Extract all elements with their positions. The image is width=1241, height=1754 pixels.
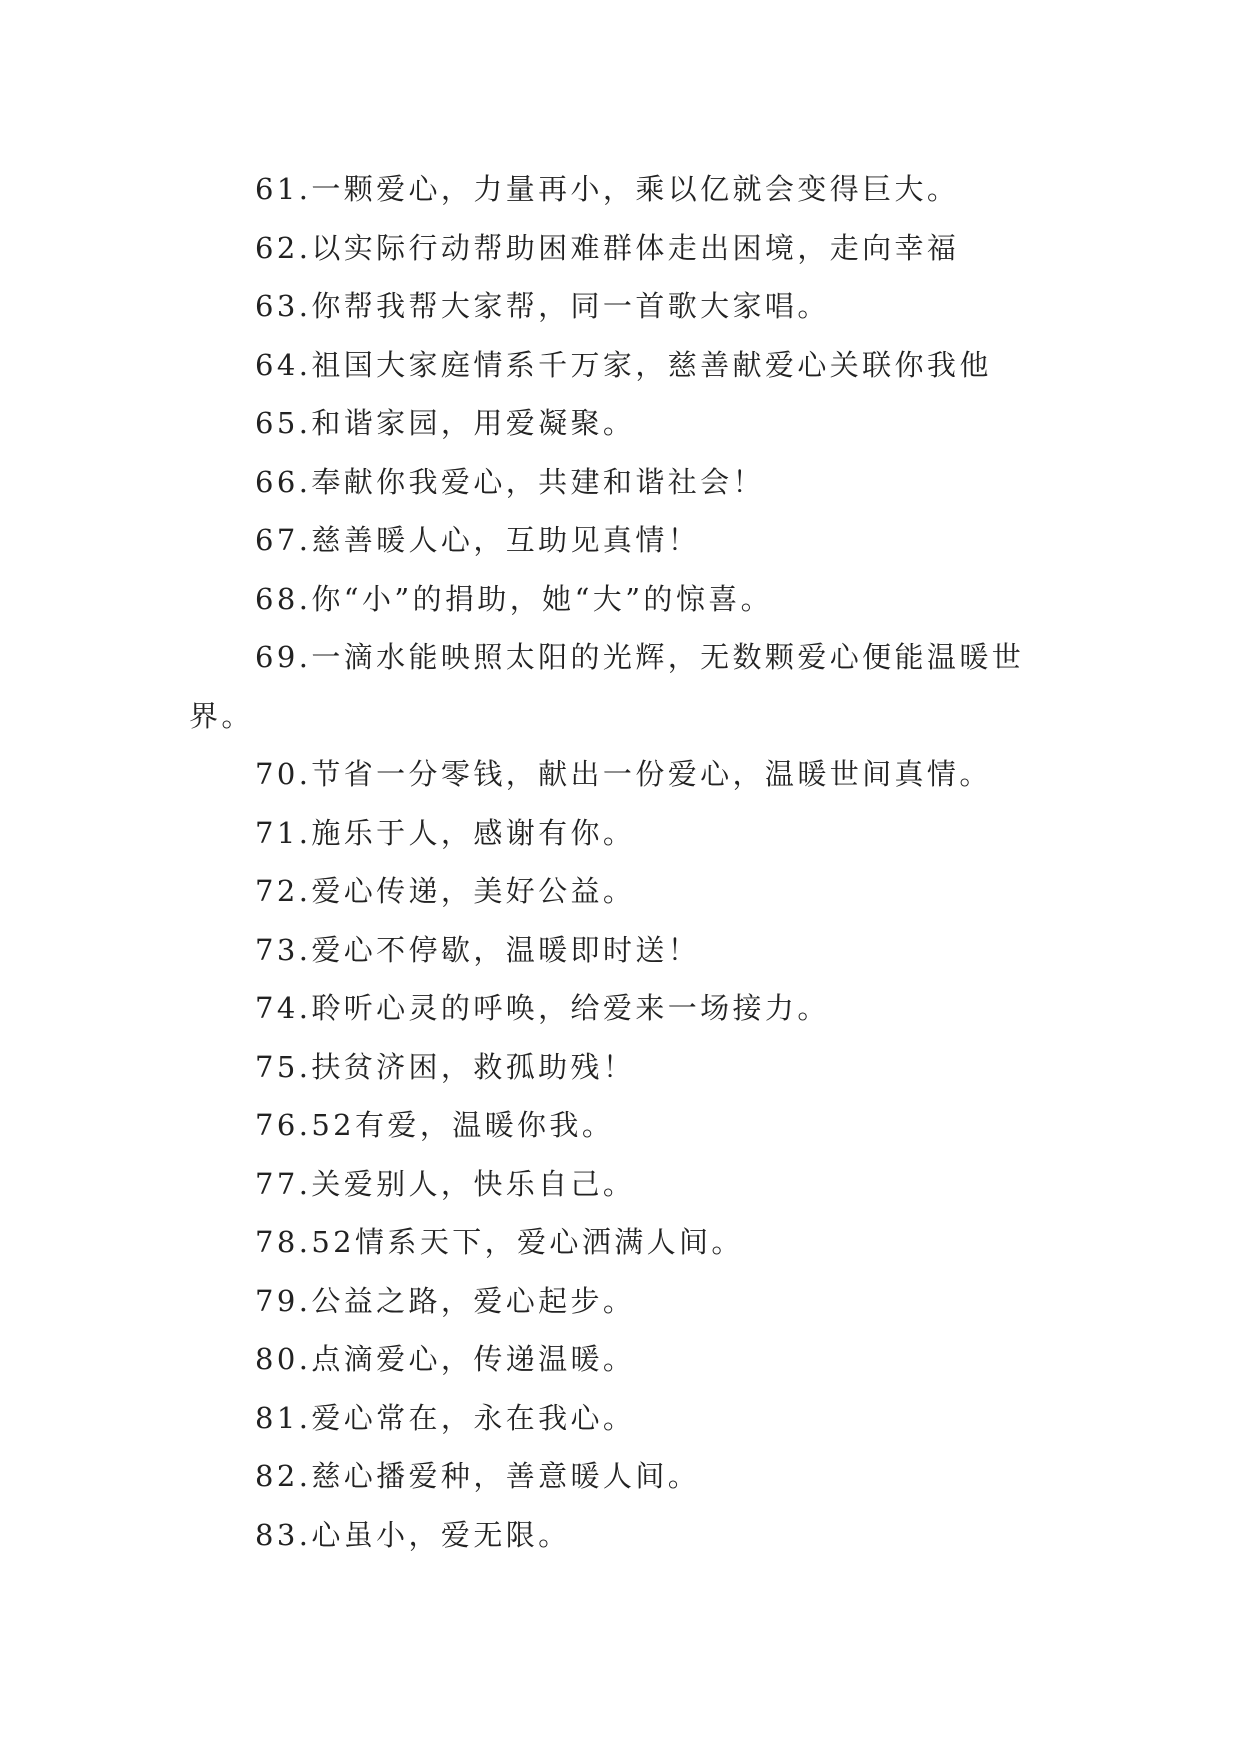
list-item: 61.一颗爱心，力量再小，乘以亿就会变得巨大。: [255, 172, 960, 206]
list-item: 65.和谐家园，用爱凝聚。: [255, 406, 636, 440]
list-item: 68.你“小”的捐助，她“大”的惊喜。: [255, 581, 774, 616]
list-item: 69.一滴水能映照太阳的光辉，无数颗爱心便能温暖世界。: [189, 640, 1025, 733]
list-item: 78.52情系天下，爱心洒满人间。: [255, 1225, 744, 1259]
list-item: 79.公益之路，爱心起步。: [255, 1283, 636, 1318]
list-item: 74.聆听心灵的呼唤，给爱来一场接力。: [255, 991, 830, 1025]
list-item: 83.心虽小，爱无限。: [255, 1517, 571, 1552]
list-item: 72.爱心传递，美好公益。: [255, 874, 636, 908]
list-item: 80.点滴爱心，传递温暖。: [255, 1342, 636, 1376]
list-item: 67.慈善暖人心，互助见真情！: [255, 523, 701, 557]
list-item: 73.爱心不停歇，温暖即时送！: [255, 932, 701, 967]
list-item: 75.扶贫济困，救孤助残！: [255, 1049, 636, 1084]
list-item: 81.爱心常在，永在我心。: [255, 1400, 636, 1435]
list-item: 76.52有爱，温暖你我。: [255, 1108, 615, 1142]
list-item: 82.慈心播爱种，善意暖人间。: [255, 1459, 701, 1493]
document-body: [189, 160, 1059, 1564]
list-item: 66.奉献你我爱心，共建和谐社会！: [255, 464, 765, 499]
list-item: 70.节省一分零钱，献出一份爱心，温暖世间真情。: [255, 757, 992, 791]
list-item: 63.你帮我帮大家帮，同一首歌大家唱。: [255, 289, 830, 323]
list-item: 62.以实际行动帮助困难群体走出困境，走向幸福: [255, 230, 960, 265]
list-item: 77.关爱别人，快乐自己。: [255, 1166, 636, 1201]
list-item: 71.施乐于人，感谢有你。: [255, 815, 636, 850]
list-item: 64.祖国大家庭情系千万家，慈善献爱心关联你我他: [255, 347, 992, 382]
